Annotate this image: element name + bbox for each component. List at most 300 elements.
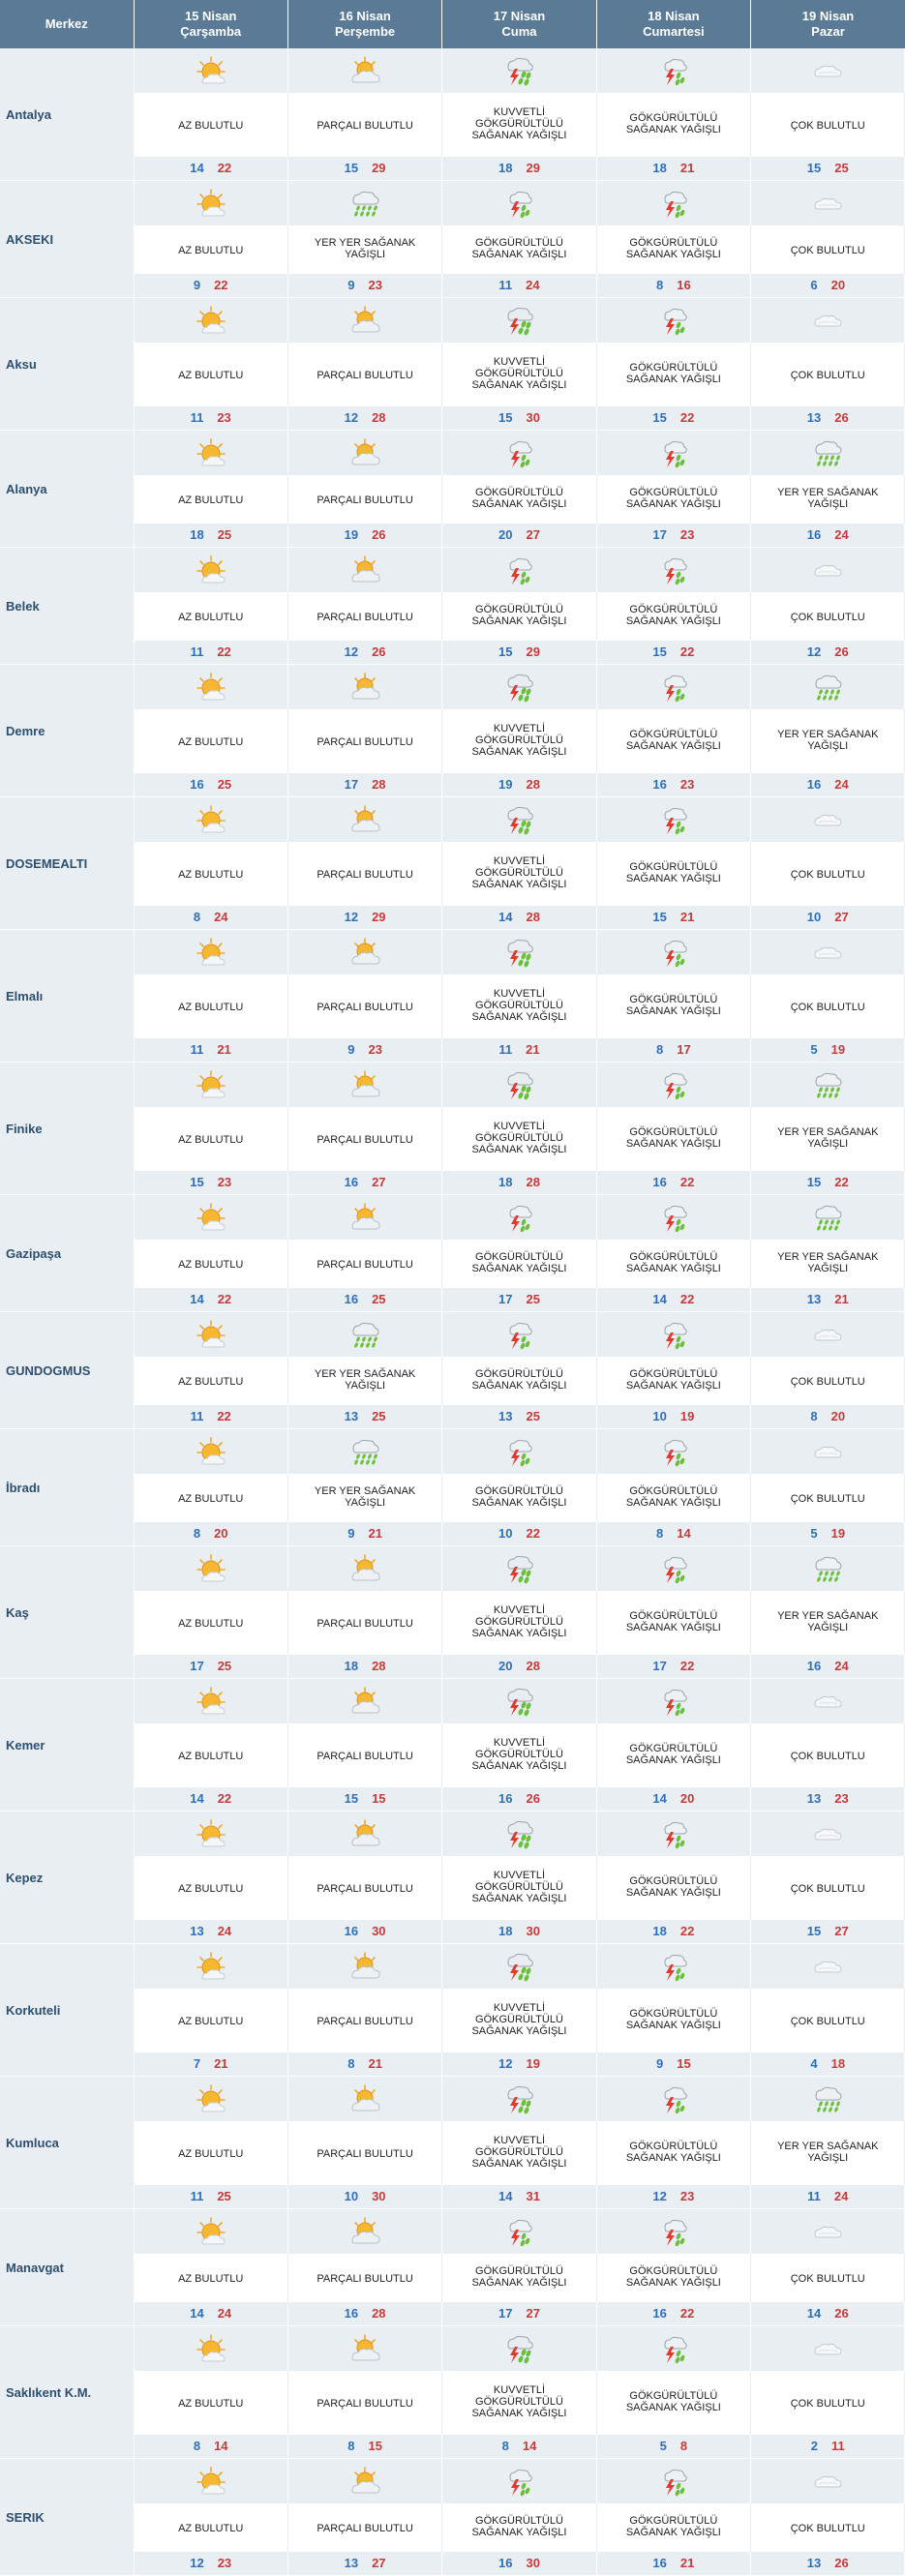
day-temp-cell <box>442 906 596 930</box>
day-condition-cell <box>287 1357 441 1405</box>
condition-text: KUVVETLİ GÖKGÜRÜLTÜLÜ SAĞANAK YAĞIŞLI <box>471 2135 567 2170</box>
day-condition-cell <box>134 1989 287 2052</box>
sun-cloud-icon <box>195 187 227 220</box>
day-icon-cell <box>596 930 750 975</box>
day-icon-cell <box>287 1546 441 1592</box>
day-temp-cell <box>751 773 905 797</box>
min-temp: 2 <box>810 2439 818 2453</box>
max-temp: 29 <box>526 161 540 175</box>
day-condition-cell <box>442 2121 596 2185</box>
day-temp-cell <box>751 2552 905 2576</box>
day-icon-cell <box>134 1063 287 1108</box>
max-temp: 30 <box>526 1924 540 1938</box>
day-icon-cell <box>442 548 596 593</box>
day-condition-cell <box>596 2371 750 2435</box>
day-condition-cell <box>442 225 596 274</box>
day-icon-cell <box>596 665 750 710</box>
condition-text: AZ BULUTLU <box>178 1493 244 1505</box>
condition-text: GÖKGÜRÜLTÜLÜ SAĞANAK YAĞIŞLI <box>625 1610 721 1633</box>
day-temp-cell <box>287 641 441 665</box>
max-temp: 16 <box>677 278 691 292</box>
min-temp: 5 <box>659 2439 667 2453</box>
day-temp-cell <box>134 1522 287 1546</box>
min-temp: 8 <box>656 278 664 292</box>
day-icon-cell <box>134 548 287 593</box>
day-temp-cell <box>596 2185 750 2209</box>
day-temp-cell <box>134 773 287 797</box>
min-temp: 15 <box>806 1175 822 1189</box>
day-temp-cell <box>134 1787 287 1812</box>
day-temp-cell <box>751 1171 905 1195</box>
max-temp: 24 <box>217 1924 232 1938</box>
day-temp-cell <box>442 157 596 181</box>
min-temp: 15 <box>498 410 513 425</box>
day-temp-cell <box>287 274 441 298</box>
sun-cloud-icon <box>195 2215 227 2248</box>
sun-cloud-icon <box>195 803 227 836</box>
day-icon-cell <box>442 181 596 226</box>
min-temp: 8 <box>347 2439 355 2453</box>
condition-row <box>0 1240 905 1288</box>
min-temp: 11 <box>190 410 204 425</box>
day-icon-cell <box>287 1312 441 1358</box>
max-temp: 23 <box>368 278 382 292</box>
max-temp: 22 <box>679 1175 695 1189</box>
cloudy-icon <box>811 936 844 969</box>
condition-text: AZ BULUTLU <box>178 2398 244 2410</box>
min-temp: 16 <box>806 527 822 542</box>
condition-text: ÇOK BULUTLU <box>790 1493 865 1505</box>
day-icon-cell <box>287 1429 441 1475</box>
condition-text: ÇOK BULUTLU <box>790 2398 865 2410</box>
day-icon-cell <box>287 1063 441 1108</box>
day-condition-cell <box>751 1989 905 2052</box>
condition-text: PARÇALI BULUTLU <box>317 2273 413 2285</box>
sun-cloud-icon <box>195 2465 227 2498</box>
day-temp-cell <box>442 2552 596 2576</box>
day-icon-cell <box>442 2459 596 2504</box>
day-condition-cell <box>442 1357 596 1405</box>
condition-text: GÖKGÜRÜLTÜLÜ SAĞANAK YAĞIŞLI <box>625 2265 721 2289</box>
min-temp: 10 <box>344 2189 359 2203</box>
day-icon-cell <box>751 1312 905 1358</box>
day-icon-cell <box>442 2209 596 2255</box>
condition-row <box>0 1856 905 1920</box>
condition-text: GÖKGÜRÜLTÜLÜ SAĞANAK YAĞIŞLI <box>471 1485 567 1509</box>
day-icon-cell <box>596 1944 750 1990</box>
condition-row <box>0 1723 905 1787</box>
partly-cloudy-icon <box>348 2215 381 2248</box>
condition-text: AZ BULUTLU <box>178 869 244 881</box>
thunderstorm-icon <box>657 187 690 220</box>
icon-row <box>0 1429 905 1475</box>
day-condition-cell <box>287 592 441 641</box>
day-icon-cell <box>596 2209 750 2255</box>
temperature-row <box>0 2302 905 2326</box>
day-icon-cell <box>751 2459 905 2504</box>
condition-text: PARÇALI BULUTLU <box>317 1002 413 1013</box>
cloudy-icon <box>811 1435 844 1468</box>
min-temp: 12 <box>190 2556 204 2570</box>
header-day <box>287 0 441 48</box>
day-temp-cell <box>751 406 905 431</box>
min-temp: 16 <box>344 1924 359 1938</box>
max-temp: 22 <box>217 1791 232 1806</box>
city-name: Kaş <box>0 1546 134 1679</box>
condition-text: PARÇALI BULUTLU <box>317 120 413 132</box>
min-temp: 15 <box>652 410 667 425</box>
max-temp: 26 <box>834 2306 849 2321</box>
condition-text: YER YER SAĞANAK YAĞIŞLI <box>314 237 416 260</box>
day-condition-cell <box>134 842 287 906</box>
condition-text: KUVVETLİ GÖKGÜRÜLTÜLÜ SAĞANAK YAĞIŞLI <box>471 1737 567 1772</box>
day-date: 17 Nisan <box>493 9 546 23</box>
day-temp-cell <box>596 2435 750 2459</box>
sun-cloud-icon <box>195 554 227 586</box>
day-condition-cell <box>287 93 441 157</box>
day-icon-cell <box>596 2459 750 2504</box>
min-temp: 15 <box>344 1791 359 1806</box>
day-icon-cell <box>442 1195 596 1241</box>
day-icon-cell <box>134 2077 287 2122</box>
day-icon-cell <box>287 930 441 975</box>
day-condition-cell <box>134 2371 287 2435</box>
icon-row <box>0 665 905 710</box>
thunderstorm-icon <box>657 936 690 969</box>
max-temp: 22 <box>679 1292 695 1306</box>
max-temp: 23 <box>217 410 231 425</box>
day-condition-cell <box>134 1240 287 1288</box>
day-icon-cell <box>442 1546 596 1592</box>
day-temp-cell <box>287 1787 441 1812</box>
max-temp: 24 <box>833 2189 849 2203</box>
icon-row <box>0 1195 905 1241</box>
min-temp: 17 <box>498 1292 513 1306</box>
day-icon-cell <box>287 1195 441 1241</box>
max-temp: 22 <box>526 1526 540 1541</box>
header-day <box>751 0 905 48</box>
day-condition-cell <box>134 1107 287 1171</box>
day-icon-cell <box>751 1546 905 1592</box>
day-icon-cell <box>596 1429 750 1475</box>
partly-cloudy-icon <box>348 671 381 704</box>
day-condition-cell <box>751 1240 905 1288</box>
header-day <box>134 0 287 48</box>
icon-row <box>0 2209 905 2255</box>
max-temp: 20 <box>830 1409 846 1423</box>
max-temp: 15 <box>372 1791 386 1806</box>
day-condition-cell <box>287 1240 441 1288</box>
max-temp: 22 <box>679 644 695 659</box>
city-name: Antalya <box>0 48 134 181</box>
condition-text: YER YER SAĞANAK YAĞIŞLI <box>777 2141 879 2164</box>
day-temp-cell <box>751 157 905 181</box>
icon-row <box>0 48 905 93</box>
day-temp-cell <box>134 906 287 930</box>
heavy-thunderstorm-icon <box>502 2332 535 2365</box>
day-icon-cell <box>287 2077 441 2122</box>
day-temp-cell <box>751 274 905 298</box>
day-icon-cell <box>134 797 287 843</box>
sun-cloud-icon <box>195 1950 227 1983</box>
sun-cloud-icon <box>195 1552 227 1585</box>
condition-row <box>0 2503 905 2552</box>
condition-text: KUVVETLİ GÖKGÜRÜLTÜLÜ SAĞANAK YAĞIŞLI <box>471 1870 567 1904</box>
condition-text: YER YER SAĞANAK YAĞIŞLI <box>314 1485 416 1509</box>
min-temp: 16 <box>498 2556 513 2570</box>
min-temp: 16 <box>806 777 822 792</box>
max-temp: 14 <box>522 2439 537 2453</box>
min-temp: 16 <box>344 2306 359 2321</box>
day-condition-cell <box>442 842 596 906</box>
condition-text: GÖKGÜRÜLTÜLÜ SAĞANAK YAĞIŞLI <box>471 487 567 510</box>
min-temp: 14 <box>652 1791 667 1806</box>
thunderstorm-icon <box>657 1318 690 1351</box>
condition-text: GÖKGÜRÜLTÜLÜ SAĞANAK YAĞIŞLI <box>471 237 567 260</box>
max-temp: 24 <box>834 527 849 542</box>
day-condition-cell <box>596 1240 750 1288</box>
max-temp: 25 <box>526 1409 540 1423</box>
day-date: 15 Nisan <box>184 9 237 23</box>
max-temp: 25 <box>217 777 232 792</box>
max-temp: 25 <box>834 161 849 175</box>
partly-cloudy-icon <box>348 2465 381 2498</box>
condition-text: PARÇALI BULUTLU <box>317 494 413 506</box>
day-temp-cell <box>596 906 750 930</box>
city-name: Demre <box>0 665 134 797</box>
day-temp-cell <box>287 1038 441 1063</box>
max-temp: 20 <box>679 1791 695 1806</box>
day-date: 18 Nisan <box>648 9 700 23</box>
thunderstorm-icon <box>502 436 535 469</box>
sun-cloud-icon <box>195 1201 227 1234</box>
day-temp-cell <box>751 524 905 548</box>
temperature-row <box>0 1655 905 1679</box>
min-temp: 14 <box>498 910 513 924</box>
max-temp: 23 <box>679 777 695 792</box>
max-temp: 20 <box>830 278 846 292</box>
day-temp-cell <box>287 2302 441 2326</box>
condition-text: PARÇALI BULUTLU <box>317 1618 413 1630</box>
day-temp-cell <box>134 2052 287 2077</box>
partly-cloudy-icon <box>348 2082 381 2115</box>
sun-cloud-icon <box>195 2082 227 2115</box>
day-temp-cell <box>596 2552 750 2576</box>
condition-text: KUVVETLİ GÖKGÜRÜLTÜLÜ SAĞANAK YAĞIŞLI <box>471 1604 567 1639</box>
city-name: AKSEKI <box>0 181 134 298</box>
condition-text: ÇOK BULUTLU <box>790 1883 865 1895</box>
max-temp: 21 <box>679 161 695 175</box>
condition-text: GÖKGÜRÜLTÜLÜ SAĞANAK YAĞIŞLI <box>625 729 721 752</box>
max-temp: 29 <box>526 644 540 659</box>
day-icon-cell <box>287 2326 441 2372</box>
day-icon-cell <box>442 298 596 344</box>
day-icon-cell <box>134 1679 287 1724</box>
city-name: DOSEMEALTI <box>0 797 134 930</box>
day-icon-cell <box>134 2459 287 2504</box>
min-temp: 8 <box>501 2439 509 2453</box>
day-condition-cell <box>134 1591 287 1655</box>
condition-text: ÇOK BULUTLU <box>790 245 865 256</box>
city-name: Kumluca <box>0 2077 134 2209</box>
day-temp-cell <box>751 2435 905 2459</box>
day-condition-cell <box>442 974 596 1038</box>
max-temp: 22 <box>217 644 231 659</box>
min-temp: 17 <box>652 527 667 542</box>
rain-shower-icon <box>811 1068 844 1101</box>
day-condition-cell <box>287 1989 441 2052</box>
temperature-row <box>0 2052 905 2077</box>
thunderstorm-icon <box>657 1435 690 1468</box>
min-temp: 11 <box>807 2189 821 2203</box>
day-condition-cell <box>751 2121 905 2185</box>
day-condition-cell <box>442 1989 596 2052</box>
day-temp-cell <box>596 1038 750 1063</box>
day-icon-cell <box>287 48 441 93</box>
max-temp: 28 <box>372 777 386 792</box>
day-condition-cell <box>134 1856 287 1920</box>
condition-text: YER YER SAĞANAK YAĞIŞLI <box>777 729 879 752</box>
min-temp: 17 <box>498 2306 513 2321</box>
day-temp-cell <box>751 641 905 665</box>
day-temp-cell <box>442 2302 596 2326</box>
sun-cloud-icon <box>195 2332 227 2365</box>
condition-text: KUVVETLİ GÖKGÜRÜLTÜLÜ SAĞANAK YAĞIŞLI <box>471 1121 567 1155</box>
icon-row <box>0 298 905 344</box>
day-temp-cell <box>751 1655 905 1679</box>
condition-text: KUVVETLİ GÖKGÜRÜLTÜLÜ SAĞANAK YAĞIŞLI <box>471 2002 567 2037</box>
day-icon-cell <box>134 1312 287 1358</box>
cloudy-icon <box>811 1817 844 1850</box>
rain-shower-icon <box>811 2082 844 2115</box>
min-temp: 11 <box>190 1042 204 1057</box>
day-date: 19 Nisan <box>801 9 855 23</box>
day-icon-cell <box>287 431 441 476</box>
day-condition-cell <box>751 475 905 524</box>
condition-row <box>0 475 905 524</box>
min-temp: 20 <box>498 1659 513 1673</box>
day-icon-cell <box>134 930 287 975</box>
day-condition-cell <box>596 1723 750 1787</box>
day-temp-cell <box>751 2052 905 2077</box>
max-temp: 27 <box>526 2306 540 2321</box>
day-condition-cell <box>287 1107 441 1171</box>
max-temp: 29 <box>372 910 386 924</box>
min-temp: 8 <box>656 1042 664 1057</box>
sun-cloud-icon <box>195 1817 227 1850</box>
day-icon-cell <box>596 1195 750 1241</box>
day-temp-cell <box>134 524 287 548</box>
day-condition-cell <box>751 709 905 773</box>
day-name: Cuma <box>501 24 537 39</box>
condition-text: GÖKGÜRÜLTÜLÜ SAĞANAK YAĞIŞLI <box>625 2515 721 2538</box>
max-temp: 21 <box>217 1042 231 1057</box>
day-temp-cell <box>596 2052 750 2077</box>
thunderstorm-icon <box>657 1685 690 1718</box>
day-icon-cell <box>751 2077 905 2122</box>
day-condition-cell <box>442 1474 596 1522</box>
condition-row <box>0 1989 905 2052</box>
day-icon-cell <box>287 1812 441 1857</box>
condition-text: GÖKGÜRÜLTÜLÜ SAĞANAK YAĞIŞLI <box>625 1743 721 1766</box>
condition-text: GÖKGÜRÜLTÜLÜ SAĞANAK YAĞIŞLI <box>471 1251 567 1274</box>
max-temp: 28 <box>372 2306 386 2321</box>
max-temp: 22 <box>214 278 228 292</box>
day-temp-cell <box>134 2435 287 2459</box>
day-icon-cell <box>442 1944 596 1990</box>
day-temp-cell <box>596 1522 750 1546</box>
condition-text: AZ BULUTLU <box>178 120 244 132</box>
condition-text: YER YER SAĞANAK YAĞIŞLI <box>777 1251 879 1274</box>
max-temp: 21 <box>368 1526 382 1541</box>
city-name: Gazipaşa <box>0 1195 134 1312</box>
day-condition-cell <box>287 2254 441 2302</box>
day-temp-cell <box>442 406 596 431</box>
cloudy-icon <box>811 2332 844 2365</box>
rain-shower-icon <box>811 671 844 704</box>
day-temp-cell <box>442 274 596 298</box>
day-condition-cell <box>442 1856 596 1920</box>
temperature-row <box>0 2185 905 2209</box>
cloudy-icon <box>811 2465 844 2498</box>
min-temp: 11 <box>190 644 204 659</box>
icon-row <box>0 1679 905 1724</box>
day-icon-cell <box>442 930 596 975</box>
icon-row <box>0 1812 905 1857</box>
max-temp: 25 <box>217 1659 232 1673</box>
day-icon-cell <box>596 298 750 344</box>
day-icon-cell <box>134 1546 287 1592</box>
forecast-body <box>0 48 905 2576</box>
day-icon-cell <box>287 181 441 226</box>
condition-text: GÖKGÜRÜLTÜLÜ SAĞANAK YAĞIŞLI <box>625 237 721 260</box>
max-temp: 27 <box>372 1175 386 1189</box>
day-temp-cell <box>442 1655 596 1679</box>
temperature-row <box>0 1522 905 1546</box>
sun-cloud-icon <box>195 1435 227 1468</box>
city-name: Finike <box>0 1063 134 1195</box>
max-temp: 23 <box>368 1042 382 1057</box>
max-temp: 24 <box>526 278 540 292</box>
temperature-row <box>0 1171 905 1195</box>
max-temp: 30 <box>526 2556 540 2570</box>
condition-row <box>0 2121 905 2185</box>
thunderstorm-icon <box>502 554 535 586</box>
min-temp: 10 <box>652 1409 667 1423</box>
day-temp-cell <box>287 2552 441 2576</box>
max-temp: 24 <box>217 2306 232 2321</box>
temperature-row <box>0 1920 905 1944</box>
thunderstorm-icon <box>502 1201 535 1234</box>
condition-text: PARÇALI BULUTLU <box>317 1883 413 1895</box>
temperature-row <box>0 1038 905 1063</box>
day-icon-cell <box>134 2326 287 2372</box>
day-condition-cell <box>596 1856 750 1920</box>
day-icon-cell <box>751 298 905 344</box>
heavy-thunderstorm-icon <box>502 671 535 704</box>
min-temp: 11 <box>498 1042 513 1057</box>
day-condition-cell <box>596 93 750 157</box>
thunderstorm-icon <box>657 1552 690 1585</box>
day-condition-cell <box>442 592 596 641</box>
thunderstorm-icon <box>657 803 690 836</box>
day-condition-cell <box>442 1591 596 1655</box>
day-condition-cell <box>134 974 287 1038</box>
max-temp: 23 <box>217 1175 232 1189</box>
day-condition-cell <box>596 2121 750 2185</box>
cloudy-icon <box>811 803 844 836</box>
max-temp: 23 <box>834 1791 849 1806</box>
